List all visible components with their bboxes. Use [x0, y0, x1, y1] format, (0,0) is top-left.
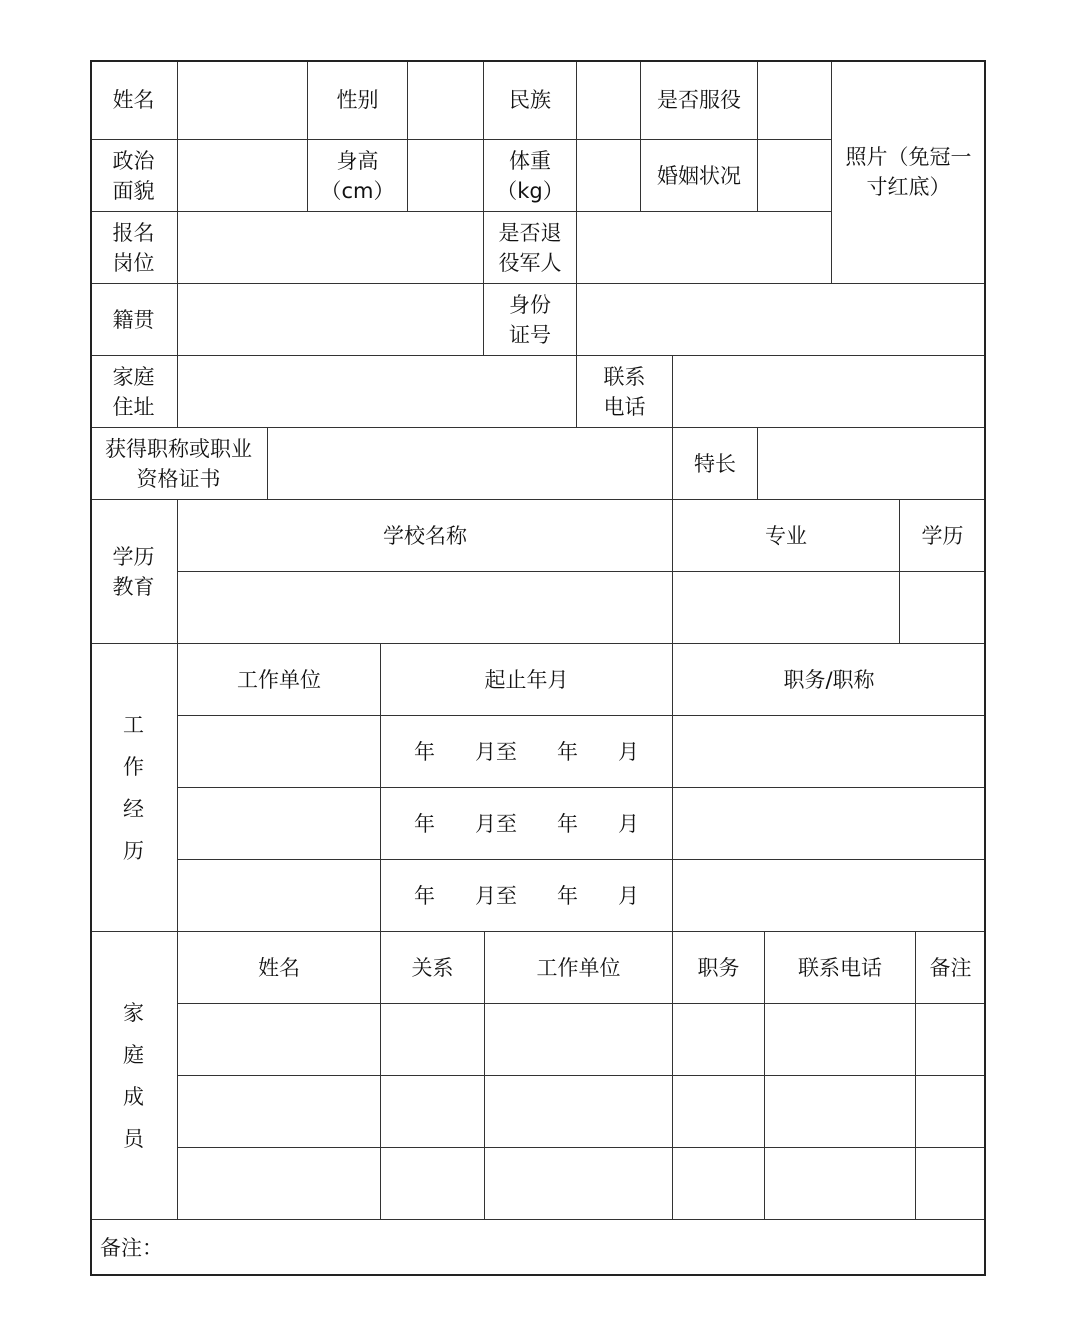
label-home-address: 家庭 住址	[90, 356, 178, 428]
label-height: 身高 （cm）	[308, 140, 408, 212]
label-education: 学历 教育	[90, 500, 178, 644]
photo-box[interactable]	[832, 60, 986, 284]
family-phone-field[interactable]	[765, 1076, 916, 1148]
family-name-field[interactable]	[178, 1076, 381, 1148]
period-field[interactable]: 年 月至 年 月	[381, 716, 673, 788]
label-certificate: 获得职称或职业 资格证书	[90, 428, 268, 500]
label-name: 姓名	[90, 60, 178, 140]
label-position: 报名 岗位	[90, 212, 178, 284]
marital-status-field[interactable]	[758, 140, 832, 212]
label-marital-status: 婚姻状况	[641, 140, 758, 212]
id-number-field[interactable]	[577, 284, 986, 356]
family-remarks-field[interactable]	[916, 1148, 986, 1220]
period-field[interactable]: 年 月至 年 月	[381, 788, 673, 860]
header-family-remarks: 备注	[916, 932, 986, 1004]
header-relationship: 关系	[381, 932, 485, 1004]
veteran-field[interactable]	[577, 212, 832, 284]
photo-label-line-2: 寸红底）	[866, 175, 951, 199]
remarks-field[interactable]	[90, 1220, 986, 1276]
gender-field[interactable]	[408, 60, 484, 140]
header-family-phone: 联系电话	[765, 932, 916, 1004]
family-position-field[interactable]	[673, 1004, 765, 1076]
family-work-unit-field[interactable]	[485, 1076, 673, 1148]
major-field[interactable]	[673, 572, 900, 644]
ethnicity-field[interactable]	[577, 60, 641, 140]
registration-form	[90, 60, 986, 1276]
political-status-field[interactable]	[178, 140, 308, 212]
header-school-name: 学校名称	[178, 500, 673, 572]
header-period: 起止年月	[381, 644, 673, 716]
height-field[interactable]	[408, 140, 484, 212]
degree-field[interactable]	[900, 572, 986, 644]
label-native-place: 籍贯	[90, 284, 178, 356]
specialty-field[interactable]	[758, 428, 986, 500]
label-ethnicity: 民族	[484, 60, 577, 140]
work-unit-field[interactable]	[178, 788, 381, 860]
family-relationship-field[interactable]	[381, 1076, 485, 1148]
school-name-field[interactable]	[178, 572, 673, 644]
label-specialty: 特长	[673, 428, 758, 500]
period-field[interactable]: 年 月至 年 月	[381, 860, 673, 932]
family-work-unit-field[interactable]	[485, 1148, 673, 1220]
photo-label-line-1: 照片（免冠一	[845, 145, 972, 169]
home-address-field[interactable]	[178, 356, 577, 428]
header-degree: 学历	[900, 500, 986, 572]
family-position-field[interactable]	[673, 1148, 765, 1220]
contact-phone-field[interactable]	[673, 356, 986, 428]
header-job-title: 职务/职称	[673, 644, 986, 716]
family-remarks-field[interactable]	[916, 1076, 986, 1148]
label-contact-phone: 联系 电话	[577, 356, 673, 428]
family-name-field[interactable]	[178, 1148, 381, 1220]
label-family-members: 家 庭 成 员	[90, 932, 178, 1220]
label-weight: 体重 （kg）	[484, 140, 577, 212]
header-major: 专业	[673, 500, 900, 572]
family-phone-field[interactable]	[765, 1004, 916, 1076]
job-title-field[interactable]	[673, 860, 986, 932]
family-work-unit-field[interactable]	[485, 1004, 673, 1076]
header-family-name: 姓名	[178, 932, 381, 1004]
military-service-field[interactable]	[758, 60, 832, 140]
family-position-field[interactable]	[673, 1076, 765, 1148]
label-military-service: 是否服役	[641, 60, 758, 140]
family-relationship-field[interactable]	[381, 1004, 485, 1076]
weight-field[interactable]	[577, 140, 641, 212]
job-title-field[interactable]	[673, 788, 986, 860]
family-name-field[interactable]	[178, 1004, 381, 1076]
family-phone-field[interactable]	[765, 1148, 916, 1220]
remarks-label: 备注：	[100, 1235, 163, 1260]
header-work-unit: 工作单位	[178, 644, 381, 716]
job-title-field[interactable]	[673, 716, 986, 788]
family-relationship-field[interactable]	[381, 1148, 485, 1220]
label-veteran: 是否退 役军人	[484, 212, 577, 284]
work-unit-field[interactable]	[178, 860, 381, 932]
family-remarks-field[interactable]	[916, 1004, 986, 1076]
label-gender: 性别	[308, 60, 408, 140]
header-family-position: 职务	[673, 932, 765, 1004]
header-family-work-unit: 工作单位	[485, 932, 673, 1004]
label-political-status: 政治 面貌	[90, 140, 178, 212]
work-unit-field[interactable]	[178, 716, 381, 788]
label-id-number: 身份 证号	[484, 284, 577, 356]
name-field[interactable]	[178, 60, 308, 140]
native-place-field[interactable]	[178, 284, 484, 356]
label-work-experience: 工 作 经 历	[90, 644, 178, 932]
position-field[interactable]	[178, 212, 484, 284]
certificate-field[interactable]	[268, 428, 673, 500]
